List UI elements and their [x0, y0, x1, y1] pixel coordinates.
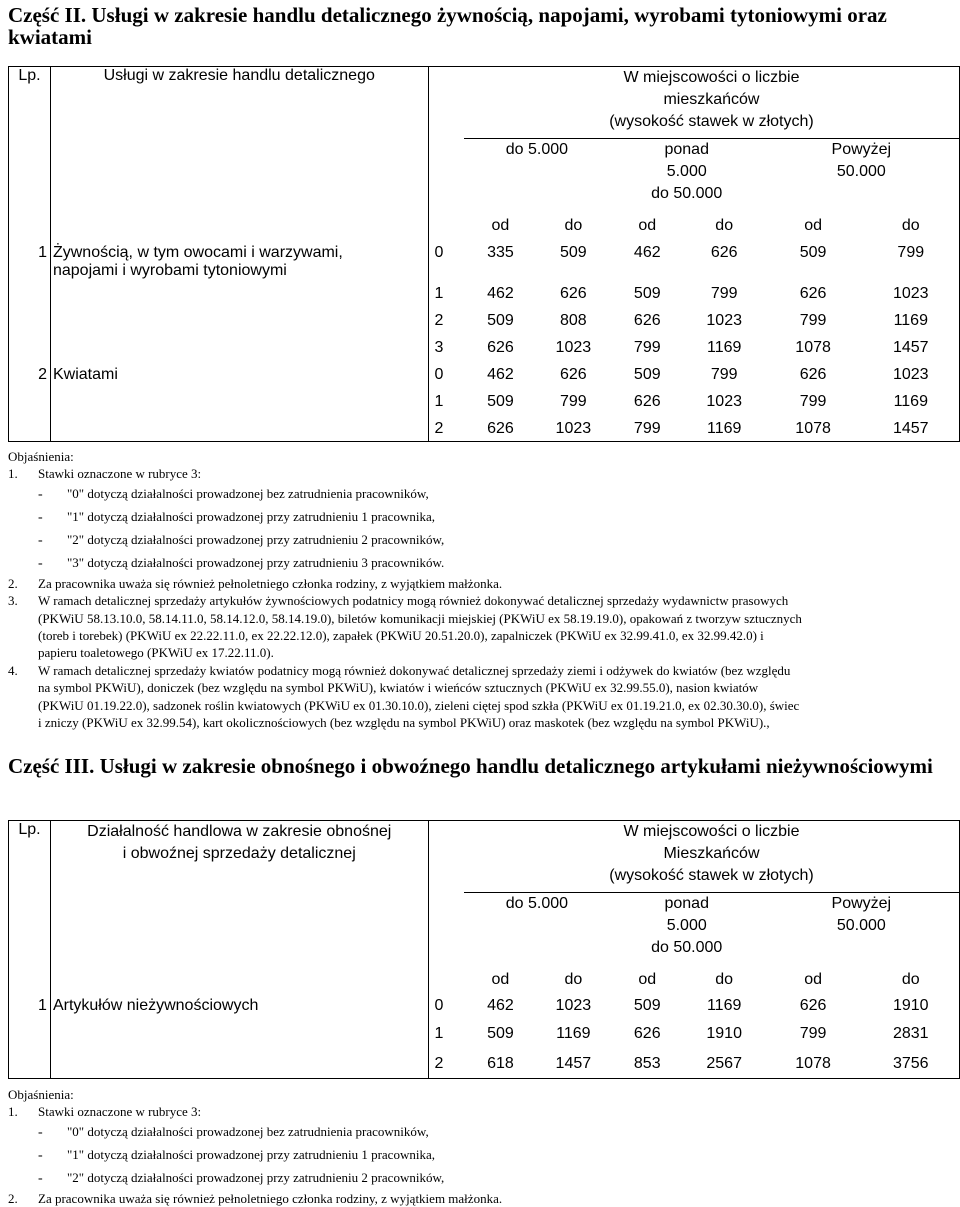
rate-cell: 1023 [863, 280, 960, 307]
rate-cell: 799 [799, 311, 827, 329]
rate-cell: 2567 [685, 1049, 764, 1079]
note-1: 1. Stawki oznaczone w rubryce 3: [8, 466, 202, 482]
rate-cell: 626 [633, 311, 661, 329]
row-code: 0 [434, 996, 444, 1014]
od-label: od [638, 216, 657, 234]
row-number: 1 [9, 993, 51, 1021]
rate-cell: 2831 [863, 1021, 960, 1049]
note-dash-1: - "1" dotyczą działalności prowadzonej przy zatrudnieniu 1 pracownika, [38, 508, 435, 525]
do-label: do [715, 970, 734, 988]
note-4-line: na symbol PKWiU), doniczek (bez względu na symbol PKWiU), kwiatów i wieńców sztucznych (PKWiU ex 32.99.55.0), nasion kwiatów [38, 680, 759, 696]
rate-cell: 799 [710, 284, 738, 302]
rate-cell: 509 [633, 996, 661, 1014]
notes-heading: Objaśnienia: [8, 1087, 74, 1102]
do-label: do [863, 211, 960, 239]
rate-cell: 626 [799, 996, 827, 1014]
rate-cell: 853 [610, 1049, 685, 1079]
rate-cell: 509 [487, 311, 514, 329]
band-header-1: do 5.000 [464, 893, 610, 965]
table-row [9, 361, 960, 388]
table-row [9, 280, 960, 307]
table-row [9, 993, 960, 1021]
rate-cell: 509 [487, 392, 514, 410]
note-3-line: (toreb i torebek) (PKWiU ex 22.22.11.0, ex 22.22.12.0), zapałek (PKWiU 20.51.20.0), zapalniczek (PKWiU ex 32.99.41.0, ex 32.99.42.0) i [38, 628, 764, 644]
rate-cell: 626 [464, 415, 537, 442]
row-label: Żywnością, w tym owocami i warzywami, napojami i wyrobami tytoniowymi [50, 239, 428, 280]
note-dash-2: - "2" dotyczą działalności prowadzonej przy zatrudnieniu 2 pracowników, [38, 531, 445, 548]
rate-cell: 1078 [795, 338, 831, 356]
table-row [9, 1021, 960, 1049]
rate-cell: 626 [633, 392, 661, 410]
rate-cell: 1169 [863, 307, 960, 334]
row-number: 2 [9, 361, 51, 388]
row-code: 2 [428, 415, 464, 442]
part3-rates-table [8, 820, 960, 1079]
activity-header: Działalność handlowa w zakresie obnośnej i obwoźnej sprzedaży detalicznej [50, 821, 428, 893]
rate-cell: 1023 [555, 996, 592, 1014]
rate-cell: 799 [559, 392, 587, 410]
rate-cell: 626 [559, 365, 587, 383]
rate-cell: 462 [487, 365, 514, 383]
band-header-2: ponad 5.000 do 50.000 [610, 893, 764, 965]
rate-cell: 1023 [863, 361, 960, 388]
rate-cell: 1910 [706, 1024, 742, 1042]
od-label: od [804, 216, 822, 234]
note-dash-0: - "0" dotyczą działalności prowadzonej bez zatrudnienia pracowników, [38, 485, 429, 502]
band-header-3: Powyżej 50.000 [764, 139, 960, 211]
row-code: 0 [434, 365, 444, 383]
rate-cell: 1169 [685, 415, 764, 442]
row-code: 3 [434, 338, 444, 356]
od-label: od [804, 970, 822, 988]
row-code: 1 [434, 392, 444, 410]
rate-cell: 626 [799, 284, 827, 302]
note-dash-1: - "1" dotyczą działalności prowadzonej przy zatrudnieniu 1 pracownika, [38, 1146, 435, 1163]
rate-cell: 1078 [764, 415, 863, 442]
service-header: Usługi w zakresie handlu detalicznego [50, 67, 428, 139]
part3-notes [8, 1086, 953, 1207]
table-row [9, 388, 960, 415]
rate-cell: 799 [610, 415, 685, 442]
row-code: 2 [428, 1049, 464, 1079]
rate-cell: 1457 [863, 415, 960, 442]
note-3: 3. W ramach detalicznej sprzedaży artykułów żywnościowych podatnicy mogą również dokonywać detalicznej sprzedaży wydawnictw prasowych [8, 593, 789, 609]
rate-cell: 1169 [706, 996, 742, 1014]
od-label: od [491, 970, 510, 988]
band-header-2: ponad 5.000 do 50.000 [610, 139, 764, 211]
table-row [9, 415, 960, 442]
row-code: 1 [434, 284, 444, 302]
rate-cell: 509 [633, 365, 661, 383]
rate-cell: 509 [487, 1024, 514, 1042]
rate-cell: 1023 [706, 392, 742, 410]
rate-cell: 1023 [555, 338, 592, 356]
note-4-line: i zniczy (PKWiU ex 32.99.54), kart okolicznościowych (bez względu na symbol PKWiU) oraz maskotek (bez względu na symbol PKWiU)., [38, 715, 770, 731]
band-header-3: Powyżej 50.000 [764, 893, 960, 965]
part2-title: Część II. Usługi w zakresie handlu detalicznego żywnością, napojami, wyrobami tytoniowymi oraz kwiatami [8, 3, 887, 49]
rate-cell: 799 [710, 365, 738, 383]
rate-cell: 1078 [764, 1049, 863, 1079]
rate-cell: 626 [487, 338, 514, 356]
note-dash-3: - "3" dotyczą działalności prowadzonej przy zatrudnieniu 3 pracowników. [38, 554, 445, 571]
rate-cell: 1169 [863, 388, 960, 415]
table-row [9, 334, 960, 361]
rate-cell: 509 [633, 284, 661, 302]
row-label: Artykułów nieżywnościowych [50, 993, 428, 1021]
do-label: do [863, 965, 960, 993]
table-row [9, 307, 960, 334]
rate-cell: 1457 [537, 1049, 610, 1079]
note-dash-2: - "2" dotyczą działalności prowadzonej przy zatrudnieniu 2 pracowników, [38, 1169, 445, 1186]
notes-heading: Objaśnienia: [8, 449, 74, 464]
rate-cell: 3756 [863, 1049, 960, 1079]
rate-cell: 1023 [537, 415, 610, 442]
rate-cell: 462 [633, 243, 661, 261]
place-header: W miejscowości o liczbie Mieszkańców (wysokość stawek w złotych) [464, 821, 960, 893]
rate-cell: 626 [633, 1024, 661, 1042]
row-label: Kwiatami [50, 361, 428, 388]
do-label: do [715, 216, 734, 234]
od-label: od [491, 216, 510, 234]
band-header-1: do 5.000 [464, 139, 610, 211]
do-label: do [564, 216, 583, 234]
rate-cell: 509 [559, 243, 587, 261]
rate-cell: 799 [799, 392, 827, 410]
do-label: do [564, 970, 583, 988]
rate-cell: 1457 [863, 334, 960, 361]
note-3-line: papieru toaletowego (PKWiU ex 17.22.11.0). [38, 645, 274, 661]
note-2: 2. Za pracownika uważa się również pełnoletniego członka rodziny, z wyjątkiem małżonka. [8, 575, 503, 591]
rate-cell: 626 [799, 365, 827, 383]
lp-header: Lp. [9, 821, 51, 893]
od-label: od [638, 970, 657, 988]
part2-rates-table [8, 66, 960, 442]
rate-cell: 799 [799, 1024, 827, 1042]
rate-cell: 1910 [863, 993, 960, 1021]
rate-cell: 626 [710, 243, 738, 261]
rate-cell: 462 [487, 284, 514, 302]
note-1: 1. Stawki oznaczone w rubryce 3: [8, 1104, 202, 1120]
row-code: 2 [434, 311, 444, 329]
note-4-line: (PKWiU 01.19.22.0), sadzonek roślin kwiatowych (PKWiU ex 01.30.10.0), zieleni ciętej spod szkła (PKWiU ex 01.19.21.0, ex 02.30.30.0), świec [38, 697, 800, 713]
note-4: 4. W ramach detalicznej sprzedaży kwiatów podatnicy mogą również dokonywać detalicznej sprzedaży ziemi i odżywek do kwiatów (bez względu [8, 662, 791, 678]
rate-cell: 1169 [556, 1024, 591, 1042]
rate-cell: 626 [559, 284, 587, 302]
table-row [9, 1049, 960, 1079]
note-3-line: (PKWiU 58.13.10.0, 58.14.11.0, 58.14.12.0, 58.14.19.0), biletów komunikacji miejskiej (PKWiU ex 58.19.19.0), opakowań z tworzyw sztucznych [38, 610, 802, 626]
place-header: W miejscowości o liczbie mieszkańców (wysokość stawek w złotych) [464, 67, 960, 139]
part3-title: Część III. Usługi w zakresie obnośnego i obwoźnego handlu detalicznego artykułami nieżywnościowymi [8, 754, 933, 778]
rate-cell: 808 [559, 311, 587, 329]
rate-cell: 335 [487, 243, 514, 261]
rate-cell: 509 [799, 243, 827, 261]
rate-cell: 1023 [706, 311, 742, 329]
rate-cell: 618 [464, 1049, 537, 1079]
row-code: 1 [434, 1024, 444, 1042]
row-code: 0 [434, 243, 444, 261]
rate-cell: 1169 [706, 338, 742, 356]
note-dash-0: - "0" dotyczą działalności prowadzonej bez zatrudnienia pracowników, [38, 1123, 429, 1140]
table-row [9, 239, 960, 280]
rate-cell: 462 [487, 996, 514, 1014]
rate-cell: 799 [863, 239, 960, 280]
lp-header: Lp. [9, 67, 51, 139]
rate-cell: 799 [633, 338, 661, 356]
part2-notes [8, 448, 953, 731]
note-2: 2. Za pracownika uważa się również pełnoletniego członka rodziny, z wyjątkiem małżonka. [8, 1190, 503, 1206]
row-number: 1 [9, 239, 51, 280]
